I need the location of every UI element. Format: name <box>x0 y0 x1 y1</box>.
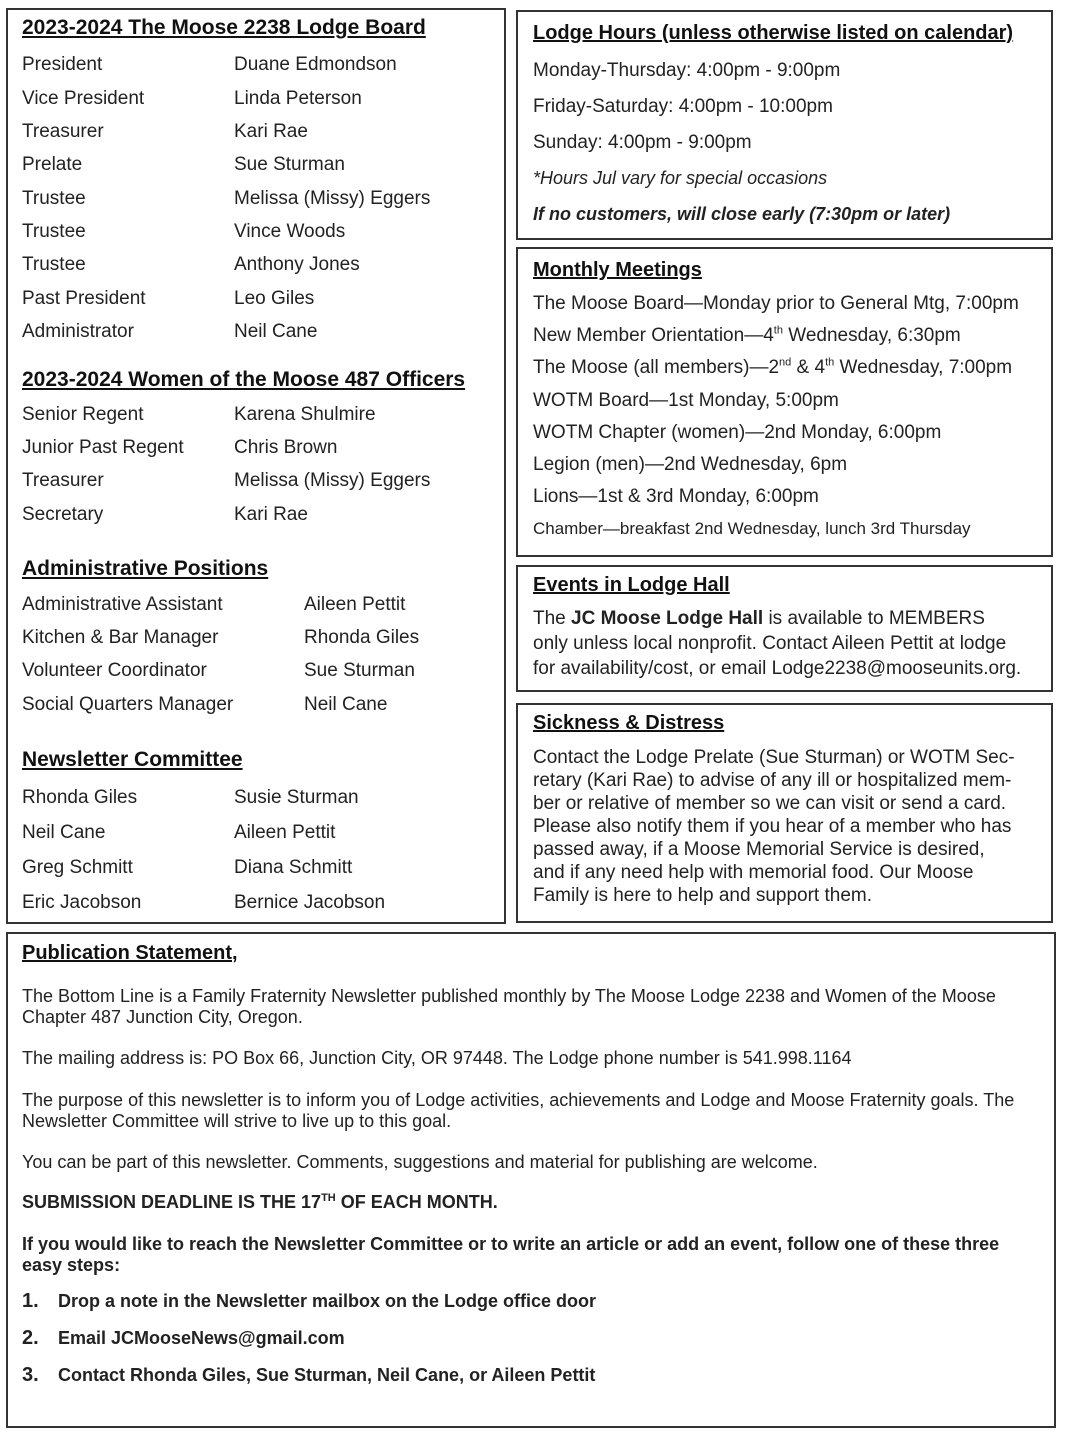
steps-intro: If you would like to reach the Newsletter Committee or to write an article or add an event, follow one of these three easy steps: <box>22 1234 1000 1275</box>
role: Treasurer <box>22 121 104 142</box>
text: is available to MEMBERS <box>763 608 985 629</box>
events-line: only unless local nonprofit. Contact Aileen Pettit at lodge <box>533 633 1007 654</box>
role: Secretary <box>22 504 104 525</box>
name: Vince Woods <box>234 221 346 242</box>
text: SUBMISSION DEADLINE IS THE 17 <box>22 1192 322 1212</box>
name: Melissa (Missy) Eggers <box>234 188 431 209</box>
role: President <box>22 54 103 75</box>
events-box <box>516 565 1053 692</box>
role: Treasurer <box>22 470 104 491</box>
name: Duane Edmondson <box>234 54 397 75</box>
meeting-chamber: Chamber—breakfast 2nd Wednesday, lunch 3rd Thursday <box>533 519 971 538</box>
sickness-line: ber or relative of member so we can visit or send a card. <box>533 793 1007 814</box>
events-heading: Events in Lodge Hall <box>533 574 730 596</box>
meeting-lions: Lions—1st & 3rd Monday, 6:00pm <box>533 486 819 507</box>
role: Prelate <box>22 154 83 175</box>
member: Bernice Jacobson <box>234 892 386 913</box>
events-line <box>533 608 985 630</box>
hours-weekend: Friday-Saturday: 4:00pm - 10:00pm <box>533 96 833 117</box>
wotm-officers-heading: 2023-2024 Women of the Moose 487 Officers <box>22 368 466 391</box>
sickness-line: retary (Kari Rae) to advise of any ill or hospitalized mem- <box>533 770 1012 791</box>
meeting-legion: Legion (men)—2nd Wednesday, 6pm <box>533 454 848 475</box>
name: Kari Rae <box>234 121 308 142</box>
name: Aileen Pettit <box>304 594 406 615</box>
name: Linda Peterson <box>234 88 362 109</box>
ordinal: nd <box>779 356 792 369</box>
step-number: 2. <box>22 1327 39 1349</box>
role: Junior Past Regent <box>22 437 184 458</box>
publication-heading: Publication Statement, <box>22 942 238 964</box>
lodge-hall-name: JC Moose Lodge Hall <box>571 608 764 629</box>
events-line: for availability/cost, or email Lodge2238@mooseunits.org. <box>533 658 1022 679</box>
sickness-line: and if any need help with memorial food. Our Moose <box>533 862 974 883</box>
member: Neil Cane <box>22 822 106 843</box>
sickness-line: Contact the Lodge Prelate (Sue Sturman) or WOTM Sec- <box>533 747 1015 768</box>
publication-paragraph: The Bottom Line is a Family Fraternity Newsletter published monthly by The Moose Lodge 2238 and Women of the Moose Chapter 487 Junction City, Oregon. <box>22 986 996 1027</box>
name: Rhonda Giles <box>304 627 420 648</box>
meeting-wotm-board: WOTM Board—1st Monday, 5:00pm <box>533 390 839 411</box>
admin-positions-heading: Administrative Positions <box>22 557 269 580</box>
monthly-meetings-box <box>516 247 1053 557</box>
step-number: 1. <box>22 1290 39 1312</box>
name: Kari Rae <box>234 504 308 525</box>
meeting-moose-all <box>533 357 1012 379</box>
member: Diana Schmitt <box>234 857 353 878</box>
ordinal: th <box>825 356 835 369</box>
sickness-box <box>516 703 1053 923</box>
role: Administrative Assistant <box>22 594 223 615</box>
left-column-box <box>6 8 506 924</box>
meeting-wotm-chapter: WOTM Chapter (women)—2nd Monday, 6:00pm <box>533 422 942 443</box>
role: Trustee <box>22 188 86 209</box>
text: The <box>533 608 572 629</box>
publication-mailing: The mailing address is: PO Box 66, Junction City, OR 97448. The Lodge phone number is 541.998.1164 <box>22 1048 852 1068</box>
member: Susie Sturman <box>234 787 359 808</box>
name: Neil Cane <box>234 321 318 342</box>
text: Wednesday, 6:30pm <box>782 325 961 346</box>
text: The Moose (all members)—2 <box>533 357 780 378</box>
step-number: 3. <box>22 1364 39 1386</box>
sickness-line: Family is here to help and support them. <box>533 885 873 906</box>
step-text: Drop a note in the Newsletter mailbox on the Lodge office door <box>58 1291 597 1311</box>
name: Melissa (Missy) Eggers <box>234 470 431 491</box>
name: Karena Shulmire <box>234 404 376 425</box>
name: Anthony Jones <box>234 254 360 275</box>
publication-purpose: The purpose of this newsletter is to inform you of Lodge activities, achievements and Lodge and Moose Fraternity goals. The Newsletter Committee will strive to live up to this goal. <box>22 1090 1015 1131</box>
name: Chris Brown <box>234 437 338 458</box>
sickness-heading: Sickness & Distress <box>533 712 725 734</box>
role: Senior Regent <box>22 404 144 425</box>
role: Administrator <box>22 321 134 342</box>
text: & 4 <box>791 357 826 378</box>
step-text: Email JCMooseNews@gmail.com <box>58 1328 345 1348</box>
member: Eric Jacobson <box>22 892 142 913</box>
text: New Member Orientation—4 <box>533 325 774 346</box>
ordinal: th <box>773 324 783 337</box>
member: Aileen Pettit <box>234 822 336 843</box>
role: Trustee <box>22 221 86 242</box>
step-text: Contact Rhonda Giles, Sue Sturman, Neil Cane, or Aileen Pettit <box>58 1365 596 1385</box>
newsletter-committee-heading: Newsletter Committee <box>22 748 243 771</box>
sickness-line: passed away, if a Moose Memorial Service is desired, <box>533 839 985 860</box>
lodge-board-heading: 2023-2024 The Moose 2238 Lodge Board <box>22 16 426 39</box>
meeting-orientation <box>533 325 961 347</box>
hours-note: *Hours Jul vary for special occasions <box>533 168 828 188</box>
lodge-hours-heading: Lodge Hours (unless otherwise listed on calendar) <box>533 22 1014 44</box>
role: Social Quarters Manager <box>22 694 234 715</box>
name: Neil Cane <box>304 694 388 715</box>
publication-welcome: You can be part of this newsletter. Comments, suggestions and material for publishing are welcome. <box>22 1152 818 1172</box>
text: OF EACH MONTH. <box>335 1192 498 1212</box>
monthly-meetings-heading: Monthly Meetings <box>533 259 702 281</box>
text: Wednesday, 7:00pm <box>834 357 1013 378</box>
role: Volunteer Coordinator <box>22 660 207 681</box>
lodge-hours-box <box>516 10 1053 240</box>
role: Kitchen & Bar Manager <box>22 627 219 648</box>
role: Vice President <box>22 88 145 109</box>
hours-weekday: Monday-Thursday: 4:00pm - 9:00pm <box>533 60 841 81</box>
publication-box <box>6 932 1056 1428</box>
sickness-line: Please also notify them if you hear of a member who has <box>533 816 1012 837</box>
name: Leo Giles <box>234 288 315 309</box>
hours-close-early: If no customers, will close early (7:30pm or later) <box>533 204 951 224</box>
name: Sue Sturman <box>304 660 415 681</box>
submission-deadline <box>22 1192 1037 1213</box>
role: Past President <box>22 288 146 309</box>
hours-sunday: Sunday: 4:00pm - 9:00pm <box>533 132 752 153</box>
name: Sue Sturman <box>234 154 345 175</box>
member: Greg Schmitt <box>22 857 133 878</box>
member: Rhonda Giles <box>22 787 138 808</box>
meeting-board: The Moose Board—Monday prior to General Mtg, 7:00pm <box>533 293 1019 314</box>
role: Trustee <box>22 254 86 275</box>
ordinal: TH <box>321 1192 336 1204</box>
